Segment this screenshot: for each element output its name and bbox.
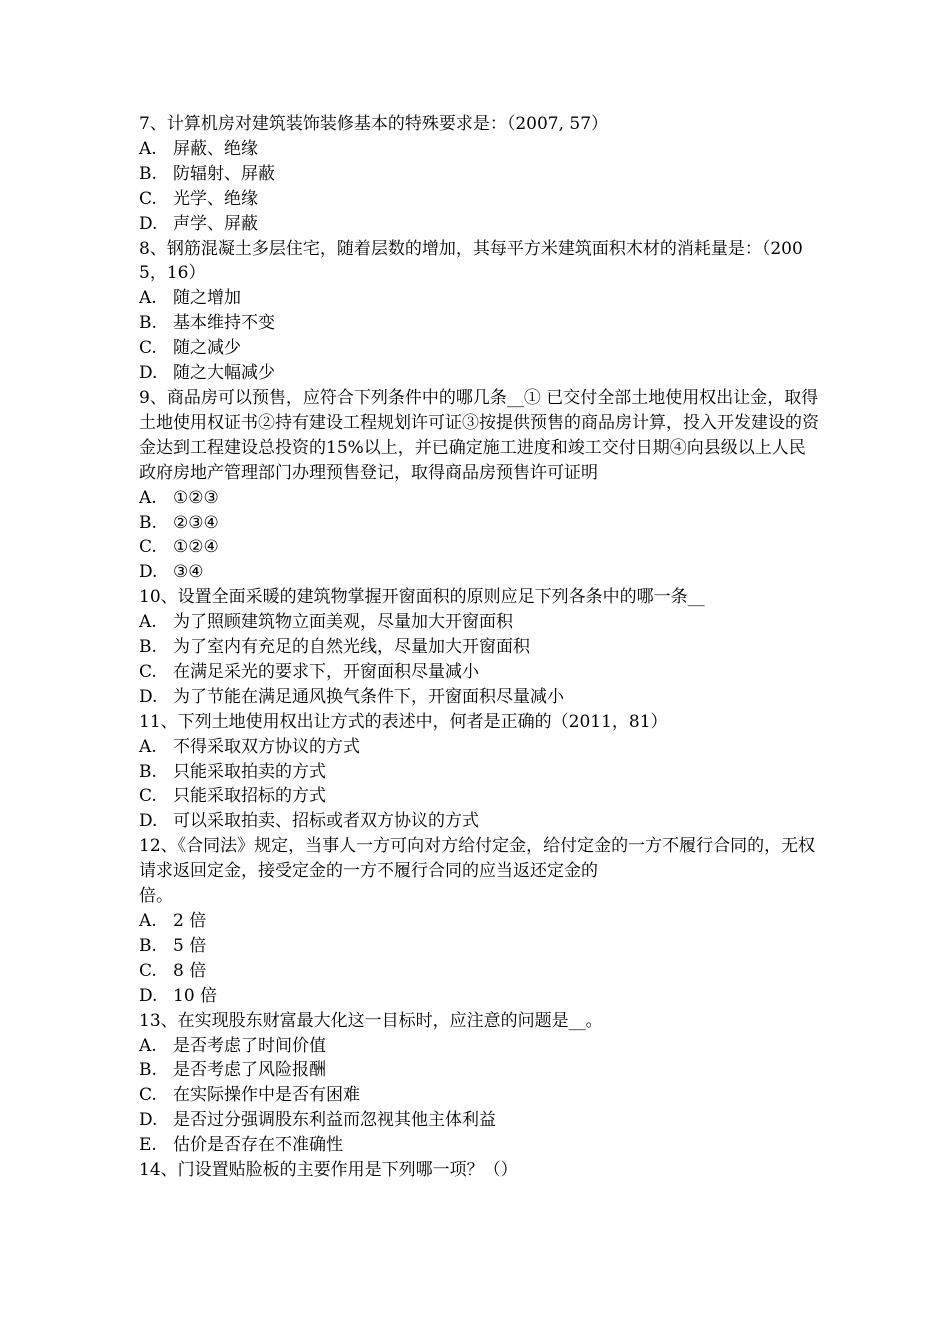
option-label: B. bbox=[139, 1060, 157, 1081]
option-text: 不得采取双方协议的方式 bbox=[173, 736, 360, 757]
option-text: 光学、绝缘 bbox=[173, 188, 258, 209]
question-text: 8、钢筋混凝土多层住宅，随着层数的增加，其每平方米建筑面积木材的消耗量是：（2005，16） bbox=[139, 238, 803, 284]
option-c bbox=[139, 535, 819, 560]
option-label: C. bbox=[139, 1085, 157, 1106]
option-e bbox=[139, 1133, 819, 1158]
option-list bbox=[139, 610, 819, 710]
option-text: 只能采取拍卖的方式 bbox=[173, 761, 326, 782]
option-list bbox=[139, 286, 819, 386]
option-label: A. bbox=[139, 288, 157, 309]
option-label: C. bbox=[139, 537, 157, 558]
option-label: A. bbox=[139, 736, 157, 757]
option-text: 是否考虑了风险报酬 bbox=[173, 1060, 326, 1081]
option-label: C. bbox=[139, 960, 157, 981]
option-b bbox=[139, 311, 819, 336]
option-d bbox=[139, 685, 819, 710]
option-a bbox=[139, 610, 819, 635]
option-text: 可以采取拍卖、招标或者双方协议的方式 bbox=[173, 811, 479, 832]
option-text: ③④ bbox=[173, 562, 204, 583]
question-text: 10、设置全面采暖的建筑物掌握开窗面积的原则应足下列各条中的哪一条__ bbox=[139, 587, 705, 608]
question-text: 12、《合同法》规定，当事人一方可向对方给付定金，给付定金的一方不履行合同的，无权请求返回定金，接受定金的一方不履行合同的应当返还定金的 倍。 bbox=[139, 836, 816, 907]
option-label: A. bbox=[139, 612, 157, 633]
option-list bbox=[139, 1034, 819, 1159]
option-a bbox=[139, 137, 819, 162]
option-list bbox=[139, 735, 819, 835]
option-b bbox=[139, 934, 819, 959]
question-14 bbox=[139, 1158, 819, 1183]
option-text: 为了照顾建筑物立面美观，尽量加大开窗面积 bbox=[173, 612, 513, 633]
option-label: B. bbox=[139, 761, 157, 782]
option-label: B. bbox=[139, 313, 157, 334]
option-label: D. bbox=[139, 213, 158, 234]
option-d bbox=[139, 361, 819, 386]
option-text: 10 倍 bbox=[173, 985, 218, 1006]
option-text: 在实际操作中是否有困难 bbox=[173, 1085, 360, 1106]
question-8 bbox=[139, 237, 819, 386]
option-label: A. bbox=[139, 138, 157, 159]
option-label: D. bbox=[139, 686, 158, 707]
option-text: ①②④ bbox=[173, 537, 219, 558]
option-text: 为了节能在满足通风换气条件下，开窗面积尽量减小 bbox=[173, 686, 564, 707]
option-text: 是否考虑了时间价值 bbox=[173, 1035, 326, 1056]
option-d bbox=[139, 809, 819, 834]
option-label: D. bbox=[139, 562, 158, 583]
option-c bbox=[139, 336, 819, 361]
option-b bbox=[139, 162, 819, 187]
question-7 bbox=[139, 112, 819, 237]
option-b bbox=[139, 760, 819, 785]
option-d bbox=[139, 1108, 819, 1133]
option-text: 5 倍 bbox=[173, 935, 207, 956]
option-label: B. bbox=[139, 512, 157, 533]
option-text: 为了室内有充足的自然光线，尽量加大开窗面积 bbox=[173, 637, 530, 658]
option-list bbox=[139, 909, 819, 1009]
option-text: 在满足采光的要求下，开窗面积尽量减小 bbox=[173, 661, 479, 682]
question-12 bbox=[139, 834, 819, 1008]
option-label: B. bbox=[139, 163, 157, 184]
option-text: 防辐射、屏蔽 bbox=[173, 163, 275, 184]
option-label: C. bbox=[139, 661, 157, 682]
option-label: C. bbox=[139, 188, 157, 209]
question-9 bbox=[139, 386, 819, 585]
option-d bbox=[139, 560, 819, 585]
question-13 bbox=[139, 1009, 819, 1158]
option-label: B. bbox=[139, 935, 157, 956]
option-a bbox=[139, 286, 819, 311]
question-11 bbox=[139, 710, 819, 835]
option-label: D. bbox=[139, 985, 158, 1006]
option-text: 随之减少 bbox=[173, 338, 241, 359]
question-text: 9、商品房可以预售，应符合下列条件中的哪几条__① 已交付全部土地使用权出让金，取得土地使用权证书②持有建设工程规划许可证③按提供预售的商品房计算，投入开发建设的资金达到工程建设总投资的15%以上，并已确定施工进度和竣工交付日期④向县级以上人民政府房地产管理部门办理预售登记，取得商品房预售许可证明 bbox=[139, 387, 819, 483]
option-text: 只能采取招标的方式 bbox=[173, 786, 326, 807]
option-c bbox=[139, 660, 819, 685]
option-label: D. bbox=[139, 1110, 158, 1131]
option-label: A. bbox=[139, 487, 157, 508]
question-text: 14、门设置贴脸板的主要作用是下列哪一项？（） bbox=[139, 1160, 518, 1181]
option-text: 8 倍 bbox=[173, 960, 207, 981]
option-text: 屏蔽、绝缘 bbox=[173, 138, 258, 159]
option-c bbox=[139, 784, 819, 809]
option-label: B. bbox=[139, 637, 157, 658]
option-label: C. bbox=[139, 338, 157, 359]
option-label: A. bbox=[139, 1035, 157, 1056]
option-b bbox=[139, 1058, 819, 1083]
option-c bbox=[139, 1083, 819, 1108]
option-a bbox=[139, 486, 819, 511]
option-b bbox=[139, 511, 819, 536]
option-label: C. bbox=[139, 786, 157, 807]
option-text: 随之大幅减少 bbox=[173, 363, 275, 384]
option-c bbox=[139, 187, 819, 212]
option-d bbox=[139, 984, 819, 1009]
question-text: 13、在实现股东财富最大化这一目标时，应注意的问题是__。 bbox=[139, 1010, 603, 1031]
option-label: E. bbox=[139, 1135, 157, 1156]
option-d bbox=[139, 212, 819, 237]
option-c bbox=[139, 959, 819, 984]
option-text: 声学、屏蔽 bbox=[173, 213, 258, 234]
option-a bbox=[139, 909, 819, 934]
option-text: ①②③ bbox=[173, 487, 219, 508]
question-10 bbox=[139, 585, 819, 710]
option-text: 基本维持不变 bbox=[173, 313, 275, 334]
option-label: D. bbox=[139, 363, 158, 384]
option-text: 随之增加 bbox=[173, 288, 241, 309]
option-list bbox=[139, 486, 819, 586]
option-a bbox=[139, 735, 819, 760]
document-page bbox=[139, 112, 819, 1183]
option-text: 是否过分强调股东利益而忽视其他主体利益 bbox=[173, 1110, 496, 1131]
option-label: A. bbox=[139, 911, 157, 931]
option-text: 2 倍 bbox=[173, 911, 207, 931]
option-a bbox=[139, 1034, 819, 1059]
question-text: 11、下列土地使用权出让方式的表述中，何者是正确的（2011，81） bbox=[139, 711, 668, 732]
question-text: 7、计算机房对建筑装饰装修基本的特殊要求是：（2007, 57） bbox=[139, 114, 609, 134]
option-b bbox=[139, 635, 819, 660]
option-text: 估价是否存在不准确性 bbox=[173, 1135, 343, 1156]
option-label: D. bbox=[139, 811, 158, 832]
option-text: ②③④ bbox=[173, 512, 219, 533]
option-list bbox=[139, 137, 819, 237]
